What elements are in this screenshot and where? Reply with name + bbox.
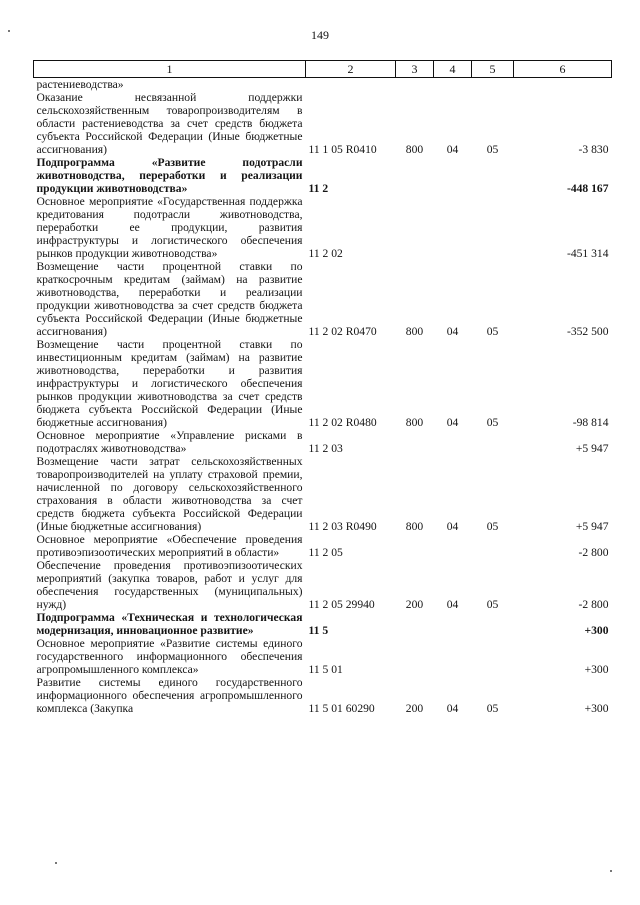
row-code: 11 2 02 (308, 247, 343, 260)
row-amount: +300 (584, 663, 609, 676)
row-col-4 (434, 533, 472, 559)
row-col-4: 04 (446, 325, 459, 338)
row-amount: +5 947 (575, 520, 609, 533)
row-amount: -3 830 (578, 143, 609, 156)
header-col-6: 6 (514, 61, 612, 78)
row-col-4 (434, 195, 472, 260)
row-col-3 (396, 637, 434, 676)
row-amount: +5 947 (575, 442, 609, 455)
row-code: 11 2 05 29940 (308, 598, 375, 611)
row-col-3: 800 (405, 143, 424, 156)
row-col-5: 05 (486, 416, 499, 429)
row-col-5 (472, 195, 514, 260)
row-name: Развитие системы единого государственного информационного обеспечения агропромышленного комплекса (Закупка (36, 676, 303, 715)
row-name: Подпрограмма «Развитие подотрасли животноводства, переработки и реализации продукции животноводства» (36, 156, 303, 195)
row-name: Основное мероприятие «Развитие системы единого государственного информационного обеспечения агропромышленного комплекса» (36, 637, 303, 676)
row-col-5 (472, 156, 514, 195)
row-amount: +300 (584, 702, 609, 715)
row-code: 11 5 01 60290 (308, 702, 375, 715)
table-row (34, 559, 612, 611)
table-row (34, 195, 612, 260)
row-col-3 (396, 611, 434, 637)
row-col-3 (396, 78, 434, 92)
row-name: Возмещение части процентной ставки по краткосрочным кредитам (займам) на развитие животноводства, переработки и реализации продукции животноводства за счет средств бюджета субъекта Российской Федерации (Иные бюджетные ассигнования) (36, 260, 303, 338)
table-row (34, 637, 612, 676)
table-row (34, 533, 612, 559)
row-code: 11 2 (308, 182, 329, 195)
row-col-5 (472, 429, 514, 455)
row-name: растениеводства» (36, 78, 124, 91)
header-col-2: 2 (306, 61, 396, 78)
header-col-5: 5 (472, 61, 514, 78)
row-col-5: 05 (486, 598, 499, 611)
header-col-3: 3 (396, 61, 434, 78)
row-name: Основное мероприятие «Управление рисками в подотраслях животноводства» (36, 429, 303, 455)
row-col-3 (396, 429, 434, 455)
row-amount: -451 314 (566, 247, 609, 260)
table-body (34, 78, 612, 716)
row-code: 11 2 03 (308, 442, 343, 455)
header-col-1: 1 (34, 61, 306, 78)
row-col-3: 800 (405, 416, 424, 429)
row-col-4 (434, 78, 472, 92)
row-name: Возмещение части процентной ставки по инвестиционным кредитам (займам) на развитие животноводства, переработки и развития инфраструктуры и логистического обеспечения рынков продукции животноводства за счет средств бюджета субъекта Российской Федерации (Иные бюджетные ассигнования) (36, 338, 303, 429)
row-name: Оказание несвязанной поддержки сельскохозяйственным товаропроизводителям в области растениеводства за счет средств бюджета субъекта Российской Федерации (Иные бюджетные ассигнования) (36, 91, 303, 156)
row-col-3: 200 (405, 598, 424, 611)
row-col-4 (434, 429, 472, 455)
scan-speck (55, 862, 57, 864)
row-col-5 (472, 78, 514, 92)
table-row (34, 611, 612, 637)
row-col-5: 05 (486, 325, 499, 338)
row-name: Обеспечение проведения противоэпизоотических мероприятий (закупка товаров, работ и услуг для обеспечения государственных (муниципальных) нужд) (36, 559, 303, 611)
row-col-5: 05 (486, 702, 499, 715)
row-code: 11 5 (308, 624, 329, 637)
row-col-5 (472, 637, 514, 676)
header-col-4: 4 (434, 61, 472, 78)
table-row (34, 260, 612, 338)
row-col-4: 04 (446, 143, 459, 156)
row-col-3 (396, 533, 434, 559)
table-row (34, 78, 612, 92)
table-row (34, 91, 612, 156)
table-row (34, 455, 612, 533)
row-col-5 (472, 611, 514, 637)
row-amount: -98 814 (572, 416, 609, 429)
row-amount: +300 (584, 624, 609, 637)
row-code: 11 5 01 (308, 663, 343, 676)
row-col-3: 800 (405, 520, 424, 533)
row-amount (514, 78, 612, 92)
row-col-4 (434, 611, 472, 637)
row-col-3: 800 (405, 325, 424, 338)
row-col-4 (434, 637, 472, 676)
row-code: 11 2 03 R0490 (308, 520, 377, 533)
scan-speck (610, 870, 612, 872)
row-col-4: 04 (446, 520, 459, 533)
table-row (34, 338, 612, 429)
scan-speck (8, 30, 10, 32)
row-code: 11 1 05 R0410 (308, 143, 377, 156)
row-col-4: 04 (446, 702, 459, 715)
row-col-4: 04 (446, 598, 459, 611)
row-col-3 (396, 195, 434, 260)
row-amount: -2 800 (578, 598, 609, 611)
row-code: 11 2 02 R0470 (308, 325, 377, 338)
row-code (306, 78, 396, 92)
table-row (34, 676, 612, 715)
row-col-3 (396, 156, 434, 195)
row-col-5: 05 (486, 143, 499, 156)
row-code: 11 2 02 R0480 (308, 416, 377, 429)
table-row (34, 429, 612, 455)
budget-table (33, 60, 612, 715)
header-row (34, 61, 612, 78)
page-number: 149 (311, 28, 329, 42)
row-col-4 (434, 156, 472, 195)
row-name: Основное мероприятие «Государственная поддержка кредитования подотрасли животноводства, переработки ее продукции, развития инфраструктуры и логистического обеспечения рынков продукции животноводства» (36, 195, 303, 260)
row-col-5: 05 (486, 520, 499, 533)
row-name: Основное мероприятие «Обеспечение проведения противоэпизоотических мероприятий в области» (36, 533, 303, 559)
row-col-3: 200 (405, 702, 424, 715)
row-amount: -352 500 (566, 325, 609, 338)
row-col-4: 04 (446, 416, 459, 429)
row-col-5 (472, 533, 514, 559)
row-name: Подпрограмма «Техническая и технологическая модернизация, инновационное развитие» (36, 611, 303, 637)
row-amount: -2 800 (578, 546, 609, 559)
row-code: 11 2 05 (308, 546, 343, 559)
table-row (34, 156, 612, 195)
row-name: Возмещение части затрат сельскохозяйственных товаропроизводителей на уплату страховой премии, начисленной по договору сельскохозяйственного страхования в области животноводства за счет средств бюджета субъекта Российской Федерации (Иные бюджетные ассигнования) (36, 455, 303, 533)
row-amount: -448 167 (566, 182, 609, 195)
